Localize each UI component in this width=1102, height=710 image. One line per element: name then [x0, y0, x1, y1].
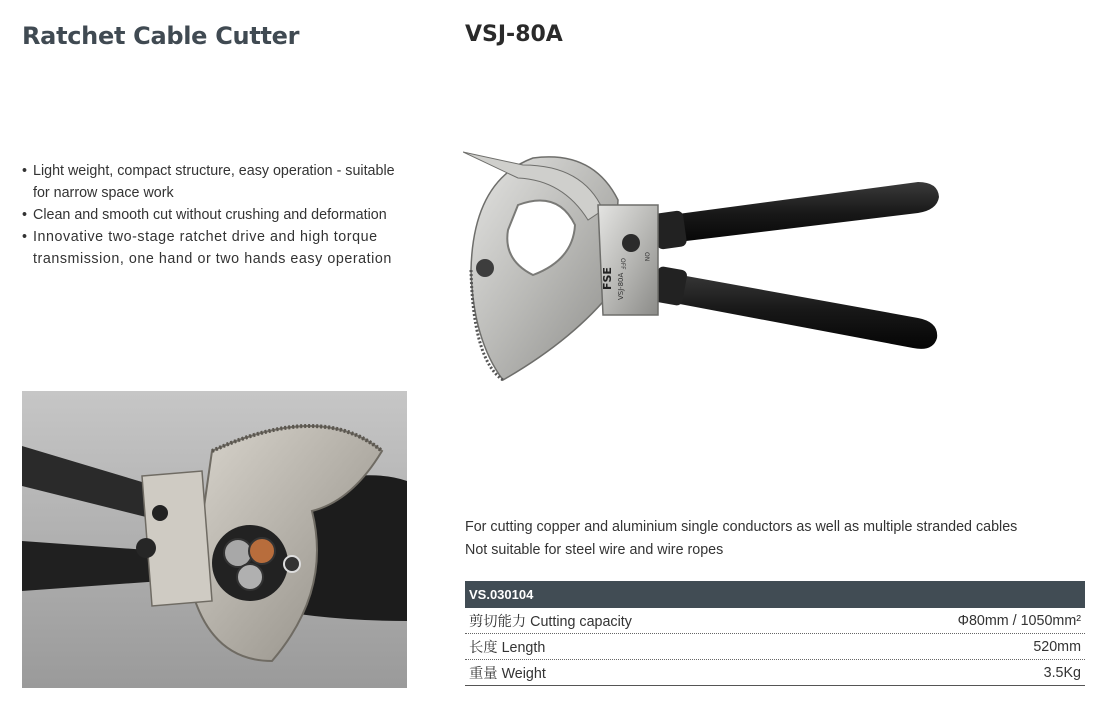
spec-value: 520mm — [1033, 638, 1081, 655]
on-mark: ON — [643, 252, 650, 262]
spec-label: 剪切能力 Cutting capacity — [469, 613, 632, 630]
spec-value: Φ80mm / 1050mm² — [957, 612, 1081, 629]
spec-table — [465, 581, 1085, 686]
description-line: For cutting copper and aluminium single conductors as well as multiple stranded cables — [465, 519, 1018, 535]
page-title: Ratchet Cable Cutter — [22, 22, 300, 50]
table-row — [465, 608, 1085, 634]
brand-mark: FSE — [601, 267, 614, 290]
spec-label: 长度 Length — [469, 639, 546, 656]
spec-value: 3.5Kg — [1043, 664, 1081, 681]
spec-table-header: VS.030104 — [465, 581, 1085, 608]
model-mark: VSJ-80A — [617, 272, 625, 300]
feature-item: • Clean and smooth cut without crushing and deformation — [22, 204, 414, 226]
product-image — [463, 140, 1093, 390]
feature-item: • Innovative two-stage ratchet drive and high torque transmission, one hand or two hands easy operation — [22, 226, 414, 270]
feature-list — [22, 160, 414, 270]
table-row — [465, 660, 1085, 686]
product-description — [465, 516, 1085, 562]
model-number: VSJ-80A — [465, 22, 563, 47]
feature-item: • Light weight, compact structure, easy operation - suitable for narrow space work — [22, 160, 414, 204]
table-row — [465, 634, 1085, 660]
off-mark: OFF — [619, 258, 626, 270]
product-photo — [22, 391, 407, 688]
description-line: Not suitable for steel wire and wire ropes — [465, 542, 724, 558]
spec-label: 重量 Weight — [469, 665, 546, 682]
